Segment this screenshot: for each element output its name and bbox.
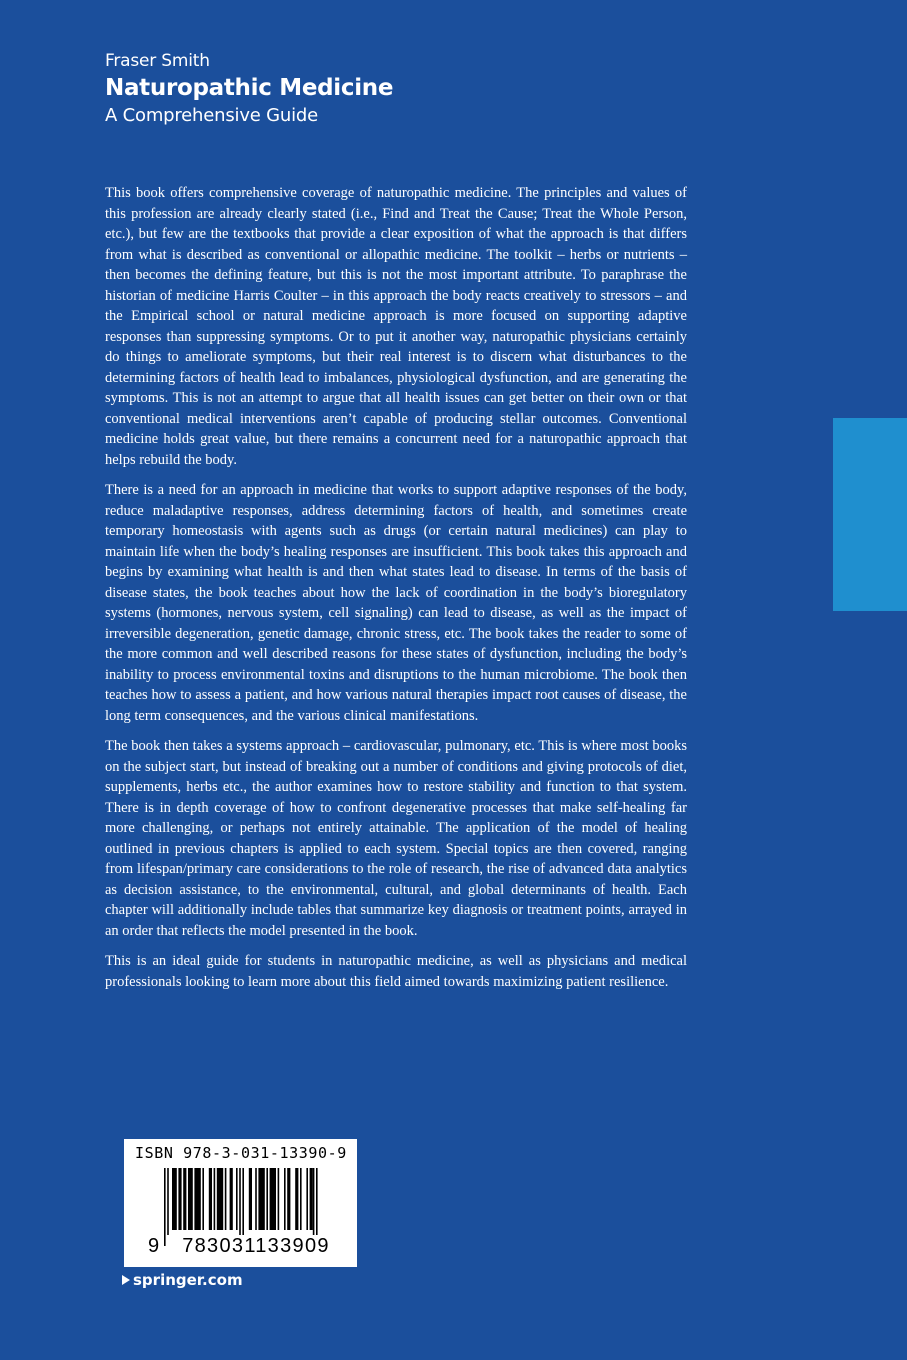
description-paragraph: This is an ideal guide for students in naturopathic medicine, as well as physicians and medical professionals looking to learn more about this field aimed towards maximizing patient resilience. xyxy=(105,953,687,990)
spine-accent-bar xyxy=(833,418,907,611)
book-header xyxy=(105,50,393,128)
description-paragraph: The book then takes a systems approach – cardiovascular, pulmonary, etc. This is where most books on the subject start, but instead of breaking out a number of conditions and giving protocols of diet, supplements, herbs etc., the author examines how to restore stability and function to that system. There is in depth coverage of how to confront degenerative processes that make self-healing far more challenging, or perhaps not entirely attainable. The application of the model of healing outlined in previous chapters is applied to each system. Special topics are then covered, ranging from lifespan/primary care considerations to the role of research, the rise of advanced data analytics as decision assistance, to the environmental, cultural, and global determinants of health. Each chapter will additionally include tables that summarize key diagnosis or treatment points, arrayed in an order that reflects the model presented in the book. xyxy=(105,738,687,939)
arrow-right-icon xyxy=(122,1275,130,1285)
book-subtitle: A Comprehensive Guide xyxy=(105,105,319,126)
description-paragraph: There is a need for an approach in medicine that works to support adaptive responses of the body, reduce maladaptive responses, address determining factors of health, and sometimes create temporary homeostasis with agents such as drugs (or certain natural medicines) can play to maintain life when the body’s healing responses are insufficient. This book takes this approach and begins by examining what health is and then what states lead to disease. In terms of the basis of disease states, the book teaches about how the lack of coordination in the body’s bioregulatory systems (hormones, nervous system, cell signaling) can lead to disease, as well as the impact of irreversible degeneration, genetic damage, chronic stress, etc. The book takes the reader to some of the more common and well described reasons for these states of dysfunction, including the body’s inability to process environmental toxins and disruptions to the human microbiome. The book then teaches how to assess a patient, and how various natural therapies impact root causes of disease, the long term consequences, and the various clinical manifestations. xyxy=(105,482,687,724)
isbn-label: ISBN 978-3-031-13390-9 xyxy=(135,1144,347,1162)
isbn-barcode-box xyxy=(124,1139,357,1267)
ean-digits: 783031133909 xyxy=(166,1235,346,1258)
book-title: Naturopathic Medicine xyxy=(105,75,394,101)
ean-lead-digit: 9 xyxy=(148,1235,160,1257)
author-name: Fraser Smith xyxy=(105,51,210,71)
publisher-link[interactable] xyxy=(122,1271,243,1289)
publisher-url: springer.com xyxy=(133,1271,243,1289)
book-description xyxy=(105,183,687,1002)
description-paragraph: This book offers comprehensive coverage of naturopathic medicine. The principles and values of this profession are already clearly stated (i.e., Find and Treat the Cause; Treat the Whole Person, etc.), but few are the textbooks that provide a clear exposition of what the approach is that differs from what is described as conventional or allopathic medicine. The toolkit – herbs or nutrients – then becomes the defining feature, but this is not the most important attribute. To paraphrase the historian of medicine Harris Coulter – in this approach the body reacts creatively to stressors – and the Empirical school or natural medicine approach is more focused on supporting adaptive responses than suppressing symptoms. Or to put it another way, naturopathic physicians certainly do things to ameliorate symptoms, but their real interest is to discern what disturbances to the determining factors of health lead to imbalances, physiological dysfunction, and are generating the symptoms. This is not an attempt to argue that all health issues can get better on their own or that conventional medical interventions aren’t capable of producing stellar outcomes. Conventional medicine holds great value, but there remains a concurrent need for a naturopathic approach that helps rebuild the body. xyxy=(105,185,687,468)
